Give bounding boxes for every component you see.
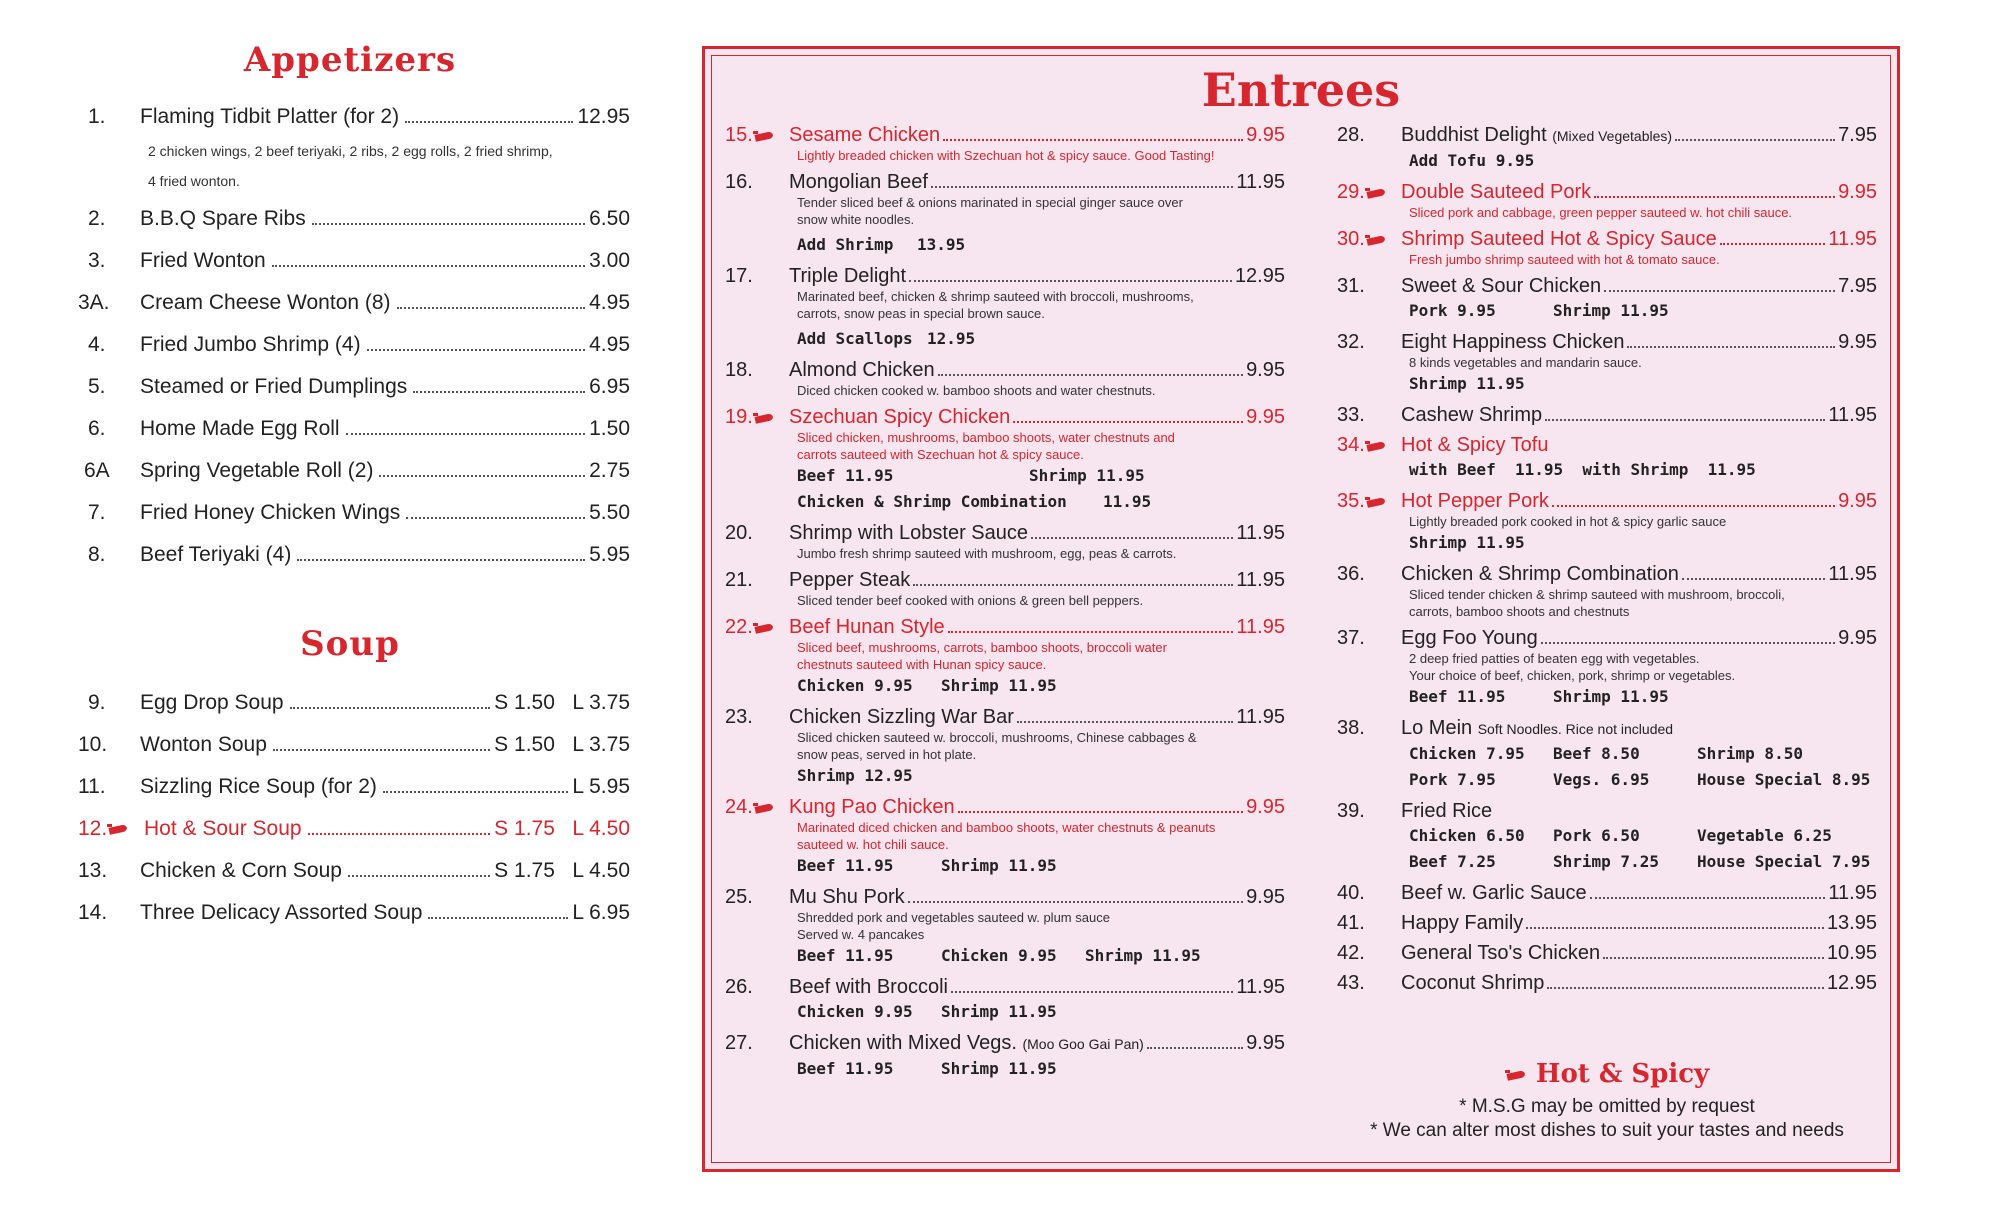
menu-item: 13. Chicken & Corn Soup S 1.75 L 4.50	[78, 859, 630, 882]
hot-pepper-icon	[753, 413, 775, 423]
menu-item-hot: 22. Beef Hunan Style 11.95 Sliced beef, mushrooms, carrots, bamboo shoots, broccoli water chestnuts sauteed with Hunan spicy sauce. Chicken 9.95 Shrimp 11.95	[725, 616, 1285, 695]
menu-item-hot: 34. Hot & Spicy Tofu with Beef 11.95 with Shrimp 11.95	[1337, 434, 1756, 479]
menu-item-hot: 15. Sesame Chicken 9.95 Lightly breaded chicken with Szechuan hot & spicy sauce. Good Tasting!	[725, 124, 1285, 163]
menu-item: 7. Fried Honey Chicken Wings 5.50	[88, 501, 630, 524]
left-column	[70, 40, 630, 926]
menu-item: 16. Mongolian Beef 11.95 Tender sliced beef & onions marinated in special ginger sauce over snow white noodles. Add Shrimp 13.95	[725, 171, 1285, 254]
menu-item: 36. Chicken & Shrimp Combination 11.95 Sliced tender chicken & shrimp sauteed with mushroom, broccoli, carrots, bamboo shoots and chestnuts	[1337, 563, 1877, 619]
soup-title: Soup	[300, 624, 400, 664]
menu-item: 26. Beef with Broccoli 11.95 Chicken 9.95 Shrimp 11.95	[725, 976, 1285, 1021]
menu-item: 4. Fried Jumbo Shrimp (4) 4.95	[88, 333, 630, 356]
menu-item: 8. Beef Teriyaki (4) 5.95	[88, 543, 630, 566]
menu-item: 28. Buddhist Delight (Mixed Vegetables) 7.95 Add Tofu 9.95	[1337, 124, 1877, 170]
menu-item: 38. Lo Mein Soft Noodles. Rice not included Chicken 7.95 Beef 8.50 Shrimp 8.50 Pork 7.95 Vegs. 6.95 House Special 8.95	[1337, 717, 1871, 789]
hot-pepper-icon	[753, 131, 775, 141]
menu-item: 40. Beef w. Garlic Sauce 11.95	[1337, 882, 1877, 904]
hot-pepper-icon	[1365, 235, 1387, 245]
menu-item: 3. Fried Wonton 3.00	[88, 249, 630, 272]
menu-item: 1. Flaming Tidbit Platter (for 2) 12.95	[88, 105, 630, 128]
hot-pepper-icon	[753, 623, 775, 633]
menu-item: 32. Eight Happiness Chicken 9.95 8 kinds vegetables and mandarin sauce. Shrimp 11.95	[1337, 331, 1877, 393]
alter-note: * We can alter most dishes to suit your tastes and needs	[1370, 1120, 1844, 1141]
menu-item: 23. Chicken Sizzling War Bar 11.95 Sliced chicken sauteed w. broccoli, mushrooms, Chinese cabbages & snow peas, served in hot plate. Shrimp 12.95	[725, 706, 1285, 785]
menu-item-hot: 12. Hot & Sour Soup S 1.75 L 4.50	[78, 817, 630, 840]
menu-item: 5. Steamed or Fried Dumplings 6.95	[88, 375, 630, 398]
menu-item-hot: 24. Kung Pao Chicken 9.95 Marinated diced chicken and bamboo shoots, water chestnuts & peanuts sauteed w. hot chili sauce. Beef 11.95 Shrimp 11.95	[725, 796, 1285, 875]
menu-footer	[1337, 1059, 1877, 1143]
menu-item-hot: 35. Hot Pepper Pork 9.95 Lightly breaded pork cooked in hot & spicy garlic sauce Shrimp 11.95	[1337, 490, 1877, 552]
msg-note: * M.S.G may be omitted by request	[1459, 1096, 1755, 1117]
menu-item: 31. Sweet & Sour Chicken 7.95 Pork 9.95 Shrimp 11.95	[1337, 275, 1877, 320]
menu-item: 14. Three Delicacy Assorted Soup L 6.95	[78, 901, 630, 924]
entrees-column-2	[1337, 123, 1877, 1001]
hot-pepper-icon	[1505, 1070, 1527, 1080]
hot-spicy-legend: Hot & Spicy	[1337, 1059, 1877, 1089]
menu-item: 11. Sizzling Rice Soup (for 2) L 5.95	[78, 775, 630, 798]
menu-item: 41. Happy Family 13.95	[1337, 912, 1877, 934]
menu-item-hot: 30. Shrimp Sauteed Hot & Spicy Sauce 11.95 Fresh jumbo shrimp sauteed with hot & tomato sauce.	[1337, 228, 1877, 267]
menu-item: 20. Shrimp with Lobster Sauce 11.95 Jumbo fresh shrimp sauteed with mushroom, egg, peas & carrots.	[725, 522, 1285, 561]
entrees-column-1	[725, 123, 1285, 1088]
menu-item: 17. Triple Delight 12.95 Marinated beef, chicken & shrimp sauteed with broccoli, mushrooms, carrots, snow peas in special brown sauce. Add Scallops 12.95	[725, 265, 1285, 348]
menu-item: 6A Spring Vegetable Roll (2) 2.75	[84, 459, 630, 482]
menu-item: 27. Chicken with Mixed Vegs. (Moo Goo Gai Pan) 9.95 Beef 11.95 Shrimp 11.95	[725, 1032, 1285, 1078]
menu-item: 25. Mu Shu Pork 9.95 Shredded pork and vegetables sauteed w. plum sauce Served w. 4 pancakes Beef 11.95 Chicken 9.95 Shrimp 11.95	[725, 886, 1285, 965]
menu-item: 3A. Cream Cheese Wonton (8) 4.95	[78, 291, 630, 314]
hot-pepper-icon	[1365, 441, 1387, 451]
menu-item: 10. Wonton Soup S 1.50 L 3.75	[78, 733, 630, 756]
menu-item: 2. B.B.Q Spare Ribs 6.50	[88, 207, 630, 230]
menu-item: 9. Egg Drop Soup S 1.50 L 3.75	[88, 691, 630, 714]
menu-item: 43. Coconut Shrimp 12.95	[1337, 972, 1877, 994]
menu-item: 18. Almond Chicken 9.95 Diced chicken cooked w. bamboo shoots and water chestnuts.	[725, 359, 1285, 398]
menu-item-hot: 29. Double Sauteed Pork 9.95 Sliced pork and cabbage, green pepper sauteed w. hot chili sauce.	[1337, 181, 1877, 220]
item-description: 4 fried wonton.	[148, 173, 240, 189]
entrees-title: Entrees	[1201, 63, 1401, 117]
menu-item: 42. General Tso's Chicken 10.95	[1337, 942, 1877, 964]
entrees-panel	[702, 46, 1900, 1172]
menu-item: 33. Cashew Shrimp 11.95	[1337, 404, 1877, 426]
menu-item: 39. Fried Rice Chicken 6.50 Pork 6.50 Vegetable 6.25 Beef 7.25 Shrimp 7.25 House Special 7.95	[1337, 800, 1871, 871]
menu-item: 6. Home Made Egg Roll 1.50	[88, 417, 630, 440]
menu-item-hot: 19. Szechuan Spicy Chicken 9.95 Sliced chicken, mushrooms, bamboo shoots, water chestnuts and carrots sauteed with Szechuan hot & spicy sauce. Beef 11.95 Shrimp 11.95 Chicken & Shrimp Combination 11.95	[725, 406, 1285, 511]
appetizers-title: Appetizers	[243, 40, 457, 80]
hot-pepper-icon	[753, 803, 775, 813]
item-description: 2 chicken wings, 2 beef teriyaki, 2 ribs, 2 egg rolls, 2 fried shrimp,	[148, 143, 553, 159]
hot-pepper-icon	[1365, 497, 1387, 507]
menu-item: 37. Egg Foo Young 9.95 2 deep fried patties of beaten egg with vegetables. Your choice of beef, chicken, pork, shrimp or vegetables. Beef 11.95 Shrimp 11.95	[1337, 627, 1877, 706]
hot-pepper-icon	[1365, 188, 1387, 198]
menu-item: 21. Pepper Steak 11.95 Sliced tender beef cooked with onions & green bell peppers.	[725, 569, 1285, 608]
hot-pepper-icon	[107, 824, 129, 834]
